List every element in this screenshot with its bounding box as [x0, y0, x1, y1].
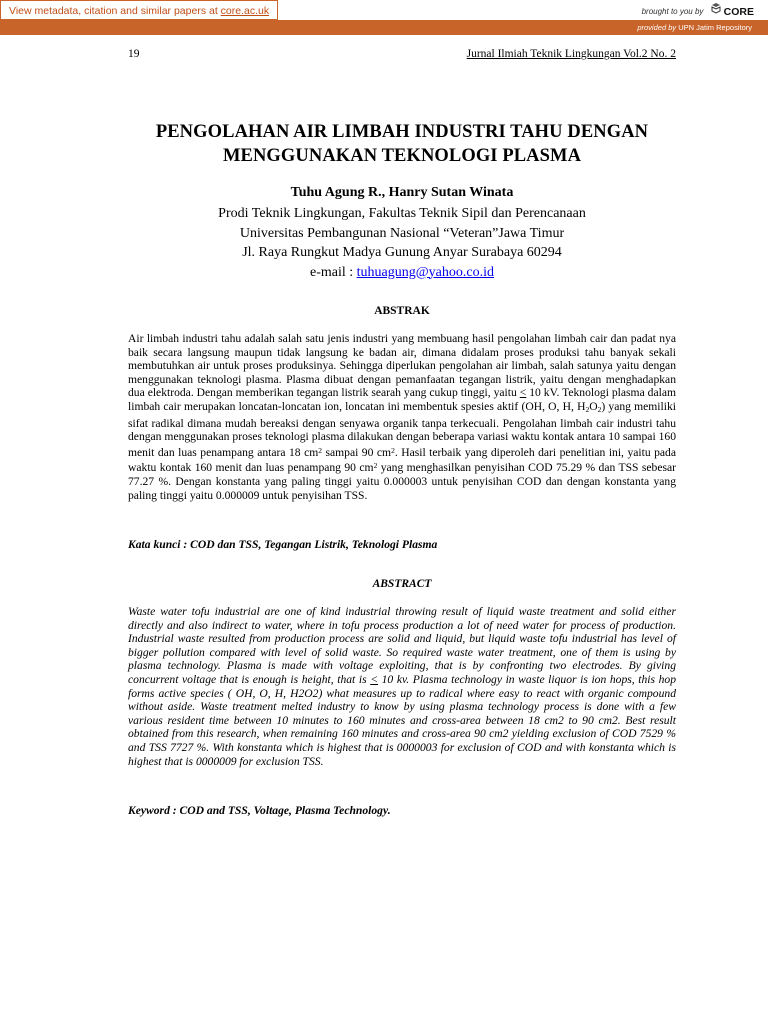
journal-name: Jurnal Ilmiah Teknik Lingkungan Vol.2 No. 2 [466, 48, 676, 60]
core-banner [0, 0, 768, 21]
superscript: 2 [373, 461, 378, 471]
title-line-1: PENGOLAHAN AIR LIMBAH INDUSTRI TAHU DENGAN [155, 122, 649, 142]
abstract-text: Waste water tofu industrial are one of kind industrial throwing result of liquid waste treatment and solid either directly and also indirect to water, where in tofu process production a lot of need water for process of production. Industrial waste resulted from production process are solid and liquid, but liquid waste tofu industrial has level of bigger pollution compared with level of solid waste. So required waste water treatment, one of them is using by plasma technology. Plasma is made with voltage exploiting, that is by confronting two electrodes. By giving concurrent voltage that is enough is height, that is [128, 605, 676, 686]
affiliation-line: Jl. Raya Rungkut Madya Gunung Anyar Surabaya 60294 [242, 245, 562, 260]
email-label: e-mail : [310, 264, 357, 280]
title-line-2: MENGGUNAKAN TEKNOLOGI PLASMA [222, 146, 582, 166]
abstrak-text: yang menghasilkan penyisihan COD 75.29 % dan TSS sebesar 77.27 %. Dengan konstanta yang paling tinggi yaitu 0.000003 untuk penyisihan COD dan dengan konstanta yang paling tinggi yaitu 0.000009 untuk penyisihan TSS. [128, 461, 676, 502]
provided-by-source: UPN Jatim Repository [678, 23, 752, 32]
page-number: 19 [128, 48, 140, 60]
abstract-body [128, 605, 676, 768]
abstrak-text: Air limbah industri tahu adalah salah satu jenis industri yang membuang hasil pengolahan limbah cair dan padat nya baik secara langsung maupun tidak langsung ke badan air, dimana didalam proses produksi tahu banyak sekali membutuhkan air untuk proses produksinya. Sehingga diperlukan pengolahan air limbah, salah satunya yaitu dengan menggunakan teknologi plasma. Plasma dibuat dengan pemanfaatan tegangan listrik, yaitu dengan menghadapkan dua elektroda. Dengan memberikan tegangan listrik searah yang cukup tinggi, yaitu [128, 332, 676, 400]
subscript: 2 [585, 404, 590, 414]
abstrak-body [128, 332, 676, 502]
core-logo-icon [710, 2, 722, 22]
core-provided-strip [0, 21, 768, 35]
provided-by[interactable] [637, 21, 752, 35]
paper-title [128, 120, 676, 168]
core-link[interactable]: core.ac.uk [220, 5, 270, 17]
abstrak-text: O [589, 399, 598, 413]
subscript: 2 [597, 404, 602, 414]
superscript: 2 [318, 445, 322, 455]
abstrak-text: ) yang memiliki sifat radikal dimana mudah bereaksi dengan senyawa organik tanpa terkecuali. Pengolahan limbah cair industri tahu dengan menggunakan proses teknologi plasma dilakukan dengan beberapa variasi waktu kontak antara 10 sampai 160 menit dan luas penampang antara 18 cm [128, 399, 676, 459]
abstrak-heading: ABSTRAK [374, 305, 430, 317]
le-symbol: < [370, 672, 379, 686]
provided-by-prefix: provided by [637, 23, 677, 32]
authors: Tuhu Agung R., Hanry Sutan Winata [290, 185, 514, 200]
core-link-prefix: View metadata, citation and similar papers at [9, 5, 221, 17]
abstract-text: 10 kv. Plasma technology in waste liquor is ion hops, this hop forms active species ( OH, O, H, H2O2) what measures up to radical where easy to react with organic compound without aside. Waste treatment melted industry to know by using plasma technology process is done with a few various resident time between 10 minutes to 160 minutes and cross-area between 18 cm2 to 90 cm2. Best result obtained from this research, when remaining 160 minutes and cross-area 90 cm2 yielding exclusion of COD 7529 % and TSS 7727 %. With konstanta which is highest that is 0000003 for exclusion of COD and with konstanta which is highest that is 0000009 for exclusion TSS. [128, 672, 676, 768]
core-brought-by[interactable] [642, 2, 754, 18]
affiliation [128, 204, 676, 282]
abstrak-text: sampai 90 cm [322, 445, 392, 459]
abstract-heading: ABSTRACT [372, 578, 432, 590]
affiliation-line: Universitas Pembangunan Nasional “Veteran”Jawa Timur [239, 225, 565, 241]
abstrak-text: . Hasil terbaik yang diperoleh dari penelitian ini, yaitu pada waktu kontak 160 menit dan luas penampang 90 cm [128, 445, 676, 475]
email-line [128, 263, 676, 283]
le-symbol: < [519, 386, 527, 400]
email-link[interactable]: tuhuagung@yahoo.co.id [356, 264, 494, 280]
core-logo-text: CORE [723, 6, 754, 18]
brought-by-text: brought to you by [641, 7, 704, 17]
kata-kunci: Kata kunci : COD dan TSS, Tegangan Listrik, Teknologi Plasma [128, 538, 438, 551]
affiliation-line: Prodi Teknik Lingkungan, Fakultas Teknik Sipil dan Perencanaan [218, 206, 586, 221]
abstrak-text: 10 kV. Teknologi plasma dalam limbah cair merupakan loncatan-loncatan ion, loncatan ini membentuk spesies aktif (OH, O, H, H [128, 386, 676, 413]
core-metadata-link-box[interactable] [0, 0, 278, 20]
keywords: Keyword : COD and TSS, Voltage, Plasma Technology. [128, 804, 391, 817]
superscript: 2 [391, 445, 395, 455]
